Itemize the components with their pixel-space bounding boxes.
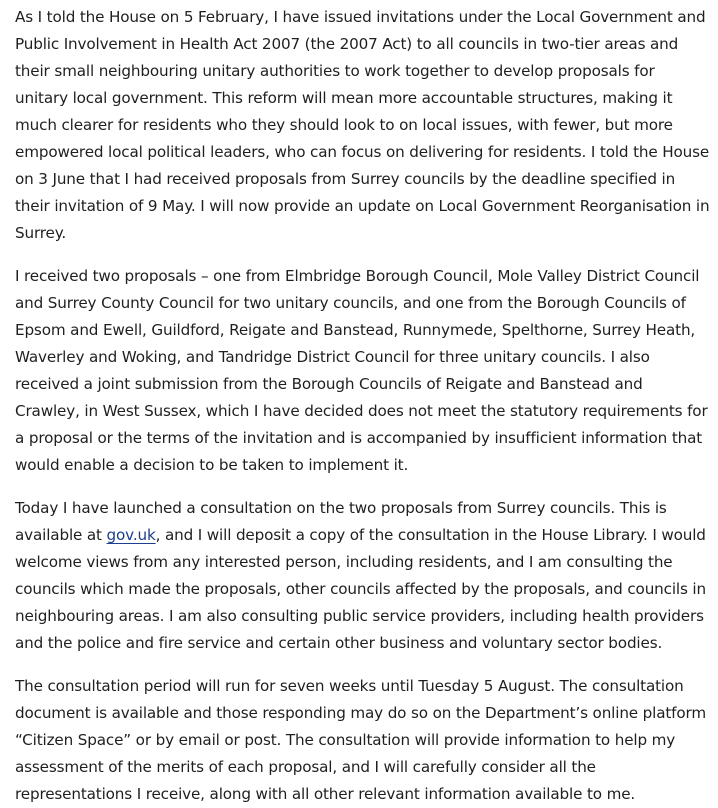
paragraph-invitations: As I told the House on 5 February, I have issued invitations under the Local Government and Public Involvement in Health Act 2007 (the 2007 Act) to all councils in two-tier areas and their small neighbouring unitary authorities to work together to develop proposals for unitary local government. This reform will mean more accountable structures, making it much clearer for residents who they should look to on local issues, with fewer, but more empowered local political leaders, who can focus on delivering for residents. I told the House on 3 June that I had received proposals from Surrey councils by the deadline specified in their invitation of 9 May. I will now provide an update on Local Government Reorganisation in Surrey. (15, 8, 710, 242)
paragraph-consultation-text-start: Today I have launched a consultation on the two proposals from Surrey councils. This is available at (15, 499, 667, 544)
paragraph-proposals-received: I received two proposals – one from Elmbridge Borough Council, Mole Valley District Council and Surrey County Council for two unitary councils, and one from the Borough Councils of Epsom and Ewell, Guildford, Reigate and Banstead, Runnymede, Spelthorne, Surrey Heath, Waverley and Woking, and Tandridge District Council for three unitary councils. I also received a joint submission from the Borough Councils of Reigate and Banstead and Crawley, in West Sussex, which I have decided does not meet the statutory requirements for a proposal or the terms of the invitation and is accompanied by insufficient information that would enable a decision to be taken to implement it. (15, 267, 708, 474)
gov-uk-link[interactable]: gov.uk (106, 526, 156, 544)
paragraph-consultation-text-end: , and I will deposit a copy of the consultation in the House Library. I would welcome views from any interested person, including residents, and I am consulting the councils which made the proposals, other councils affected by the proposals, and councils in neighbouring areas. I am also consulting public service providers, including health providers and the police and fire service and certain other business and voluntary sector bodies. (15, 526, 706, 652)
paragraph-consultation-period: The consultation period will run for seven weeks until Tuesday 5 August. The consultation document is available and those responding may do so on the Department’s online platform “Citizen Space” or by email or post. The consultation will provide information to help my assessment of the merits of each proposal, and I will carefully consider all the representations I receive, along with all other relevant information available to me. (15, 677, 706, 803)
paragraph-consultation-launch (15, 495, 712, 657)
